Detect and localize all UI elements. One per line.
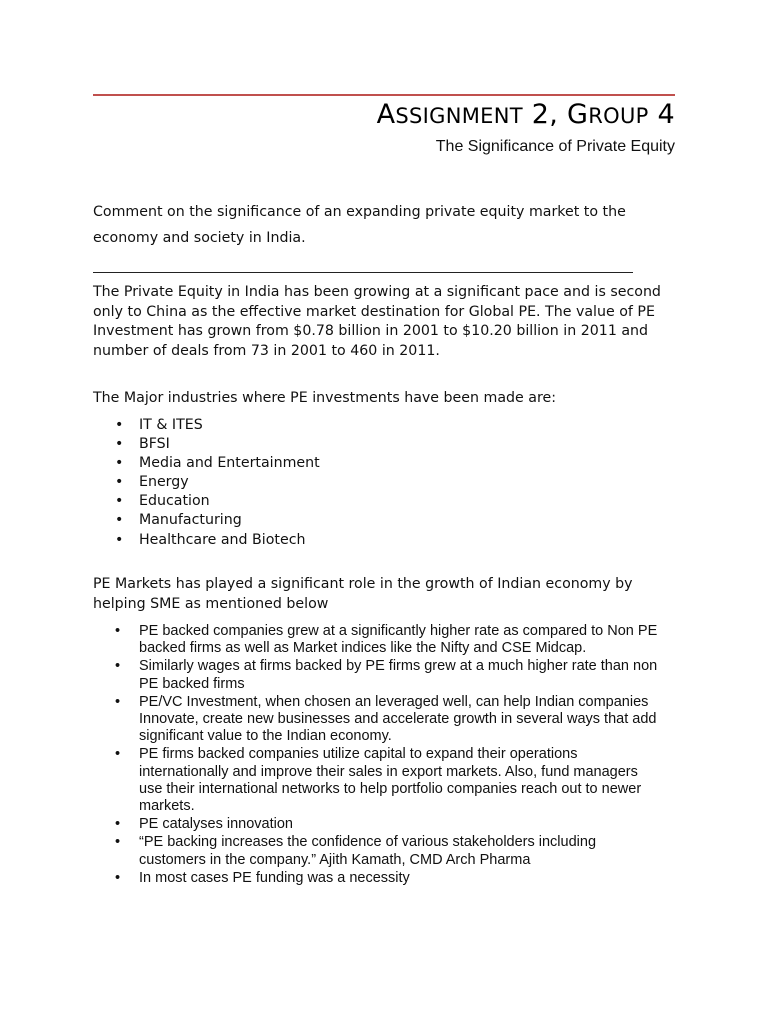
points-list: [93, 623, 664, 888]
list-item: • Manufacturing: [93, 511, 320, 530]
list-item: • “PE backing increases the confidence of various stakeholders including customers in the company.” Ajith Kamath, CMD Arch Pharma: [93, 834, 664, 868]
title-initial-a: A: [376, 99, 396, 130]
list-item: • Education: [93, 492, 320, 511]
list-item: • In most cases PE funding was a necessity: [93, 870, 664, 887]
header-rule: [93, 94, 675, 96]
document-subtitle: The Significance of Private Equity: [435, 138, 675, 155]
title-word-group: ROUP: [588, 104, 649, 128]
intro-paragraph: The Private Equity in India has been growing at a significant pace and is second only to China as the effective market destination for Global PE. The value of PE Investment has grown from $0.78 billion in 2001 to $10.20 billion in 2011 and number of deals from 73 in 2001 to 460 in 2011.: [93, 284, 661, 359]
role-heading: PE Markets has played a significant role in the growth of Indian economy by helping SME as mentioned below: [93, 576, 633, 612]
document-title: [377, 98, 675, 133]
list-item: • Healthcare and Biotech: [93, 531, 320, 550]
title-number: 2,: [522, 99, 568, 130]
list-item: • BFSI: [93, 435, 320, 454]
list-item: • Energy: [93, 473, 320, 492]
title-word-assignment: SSIGNMENT: [395, 104, 523, 128]
list-item: • PE/VC Investment, when chosen an leveraged well, can help Indian companies Innovate, create new businesses and accelerate growth in several ways that add significant value to the Indian economy.: [93, 694, 664, 746]
list-item: • IT & ITES: [93, 416, 320, 435]
title-group-number: 4: [648, 99, 675, 130]
question-divider: [93, 272, 633, 273]
industries-heading: The Major industries where PE investments have been made are:: [93, 390, 556, 406]
title-initial-g: G: [567, 99, 589, 130]
question-text: Comment on the significance of an expanding private equity market to the economy and society in India.: [93, 204, 626, 246]
list-item: • Media and Entertainment: [93, 454, 320, 473]
list-item: • PE catalyses innovation: [93, 816, 664, 833]
industries-list: [93, 416, 320, 550]
list-item: • Similarly wages at firms backed by PE firms grew at a much higher rate than non PE backed firms: [93, 658, 664, 692]
list-item: • PE backed companies grew at a significantly higher rate as compared to Non PE backed firms as well as Market indices like the Nifty and CSE Midcap.: [93, 623, 664, 657]
list-item: • PE firms backed companies utilize capital to expand their operations internationally and improve their sales in export markets. Also, fund managers use their international networks to help portfolio companies reach out to newer markets.: [93, 746, 664, 815]
